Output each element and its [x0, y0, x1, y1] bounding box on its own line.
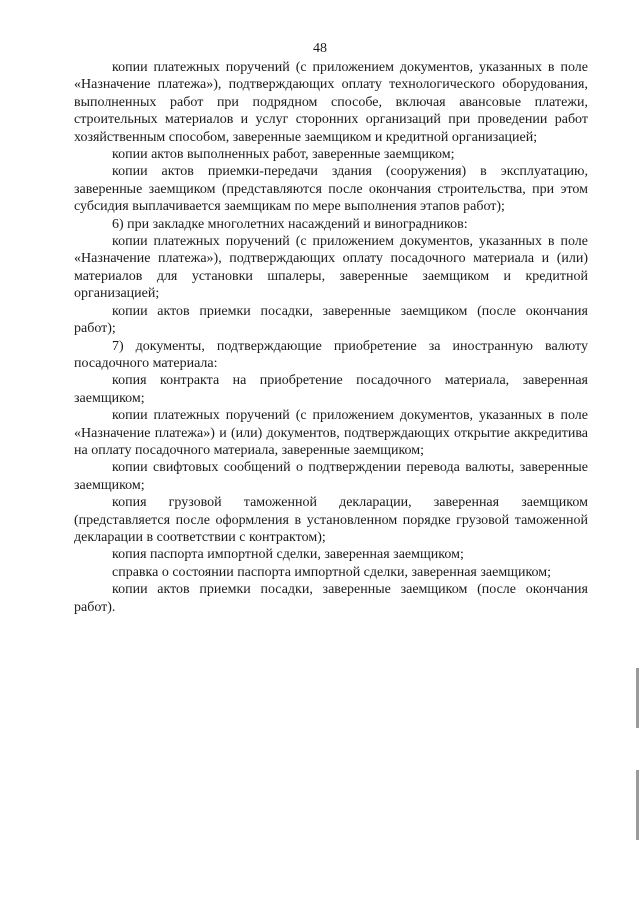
paragraph: копии актов приемки посадки, заверенные заемщиком (после окончания работ);: [74, 303, 588, 337]
paragraph: справка о состоянии паспорта импортной сделки, заверенная заемщиком;: [112, 564, 552, 580]
paragraph: копия грузовой таможенной декларации, заверенная заемщиком (представляется после оформления в установленном порядке грузовой таможенной декларации в соответствии с контрактом);: [74, 495, 588, 545]
scan-edge-mark: [636, 668, 639, 728]
paragraph: копии платежных поручений (с приложением документов, указанных в поле «Назначение платежа»), подтверждающих оплату технологического оборудования, выполненных работ при подрядном способе, включая авансовые платежи, строительных материалов и услуг сторонних организаций при проведении работ хозяйственным способом, заверенные заемщиком и кредитной организацией;: [74, 60, 588, 145]
paragraph: копия паспорта импортной сделки, заверенная заемщиком;: [112, 547, 464, 563]
paragraph: копии актов приемки-передачи здания (сооружения) в эксплуатацию, заверенные заемщиком (представляются после окончания строительства, при этом субсидия выплачивается заемщикам по мере выполнения этапов работ);: [74, 164, 588, 215]
body-text: [74, 59, 588, 616]
paragraph: копия контракта на приобретение посадочного материала, заверенная заемщиком;: [74, 373, 588, 406]
scan-edge-mark: [636, 770, 639, 840]
page-number: 48: [313, 41, 327, 56]
paragraph: 7) документы, подтверждающие приобретение за иностранную валюту посадочного материала:: [74, 338, 588, 371]
paragraph: копии платежных поручений (с приложением документов, указанных в поле «Назначение платежа») и (или) документов, подтверждающих открытие аккредитива на оплату посадочного материала, заверенные заемщиком;: [74, 408, 588, 458]
paragraph: копии актов приемки посадки, заверенные заемщиком (после окончания работ).: [74, 582, 588, 615]
paragraph: копии свифтовых сообщений о подтверждении перевода валюты, заверенные заемщиком;: [74, 460, 588, 493]
paragraph: копии платежных поручений (с приложением документов, указанных в поле «Назначение платежа»), подтверждающих оплату посадочного материала и (или) материалов для установки шпалеры, заверенные заемщиком и кредитной организацией;: [74, 234, 588, 302]
paragraph: 6) при закладке многолетних насаждений и виноградников:: [112, 216, 468, 232]
paragraph: копии актов выполненных работ, заверенные заемщиком;: [112, 147, 455, 163]
